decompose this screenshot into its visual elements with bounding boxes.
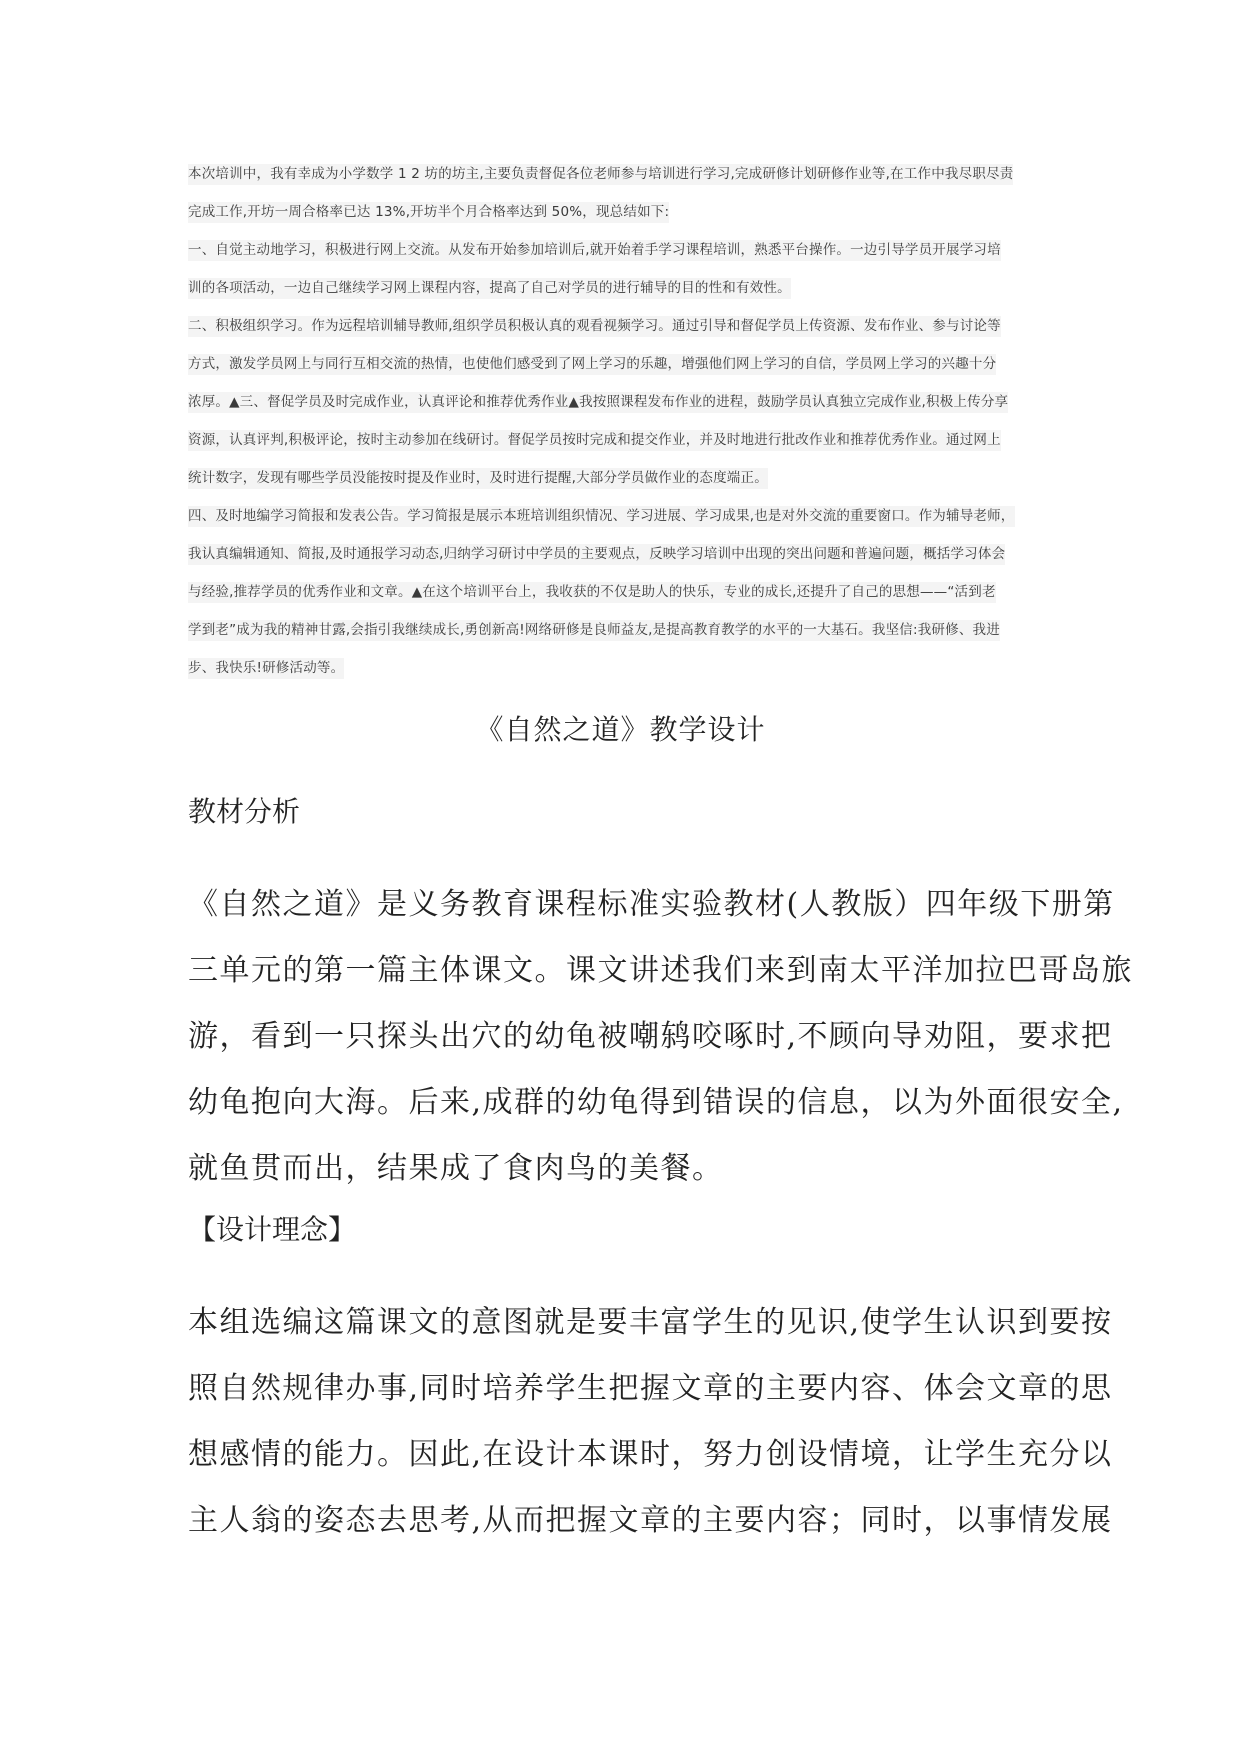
summary-line: 与经验,推荐学员的优秀作业和文章。▲在这个培训平台上，我收获的不仅是助人的快乐，专业的成长,还提升了自己的思想——“活到老 — [188, 573, 1068, 611]
summary-line: 四、及时地编学习简报和发表公告。学习简报是展示本班培训组织情况、学习进展、学习成果,也是对外交流的重要窗口。作为辅导老师， — [188, 497, 1068, 535]
paragraph-line: 游，看到一只探头出穴的幼龟被嘲鸫咬啄时,不顾向导劝阻，要求把 — [188, 1019, 1113, 1054]
summary-line: 训的各项活动，一边自己继续学习网上课程内容，提高了自己对学员的进行辅导的目的性和有效性。 — [188, 269, 1068, 307]
paragraph-line: 幼龟抱向大海。后来,成群的幼龟得到错误的信息，以为外面很安全, — [188, 1085, 1124, 1120]
summary-line: 二、积极组织学习。作为远程培训辅导教师,组织学员积极认真的观看视频学习。通过引导和督促学员上传资源、发布作业、参与讨论等 — [188, 307, 1068, 345]
document-title: 《自然之道》教学设计 — [475, 713, 766, 746]
paragraph-line: 就鱼贯而出，结果成了食肉鸟的美餐。 — [188, 1151, 724, 1186]
section-heading-design-concept: 【设计理念】 — [188, 1213, 357, 1246]
summary-line: 浓厚。▲三、督促学员及时完成作业，认真评论和推荐优秀作业▲我按照课程发布作业的进程，鼓励学员认真独立完成作业,积极上传分享 — [188, 383, 1068, 421]
summary-line: 统计数字，发现有哪些学员没能按时提及作业时，及时进行提醒,大部分学员做作业的态度端正。 — [188, 459, 1068, 497]
paragraph-line: 想感情的能力。因此,在设计本课时，努力创设情境，让学生充分以 — [188, 1437, 1113, 1472]
design-concept-paragraph — [188, 1290, 1113, 1554]
summary-line: 资源，认真评判,积极评论，按时主动参加在线研讨。督促学员按时完成和提交作业，并及时地进行批改作业和推荐优秀作业。通过网上 — [188, 421, 1068, 459]
summary-line: 我认真编辑通知、简报,及时通报学习动态,归纳学习研讨中学员的主要观点，反映学习培训中出现的突出问题和普遍问题，概括学习体会 — [188, 535, 1068, 573]
paragraph-line: 照自然规律办事,同时培养学生把握文章的主要内容、体会文章的思 — [188, 1371, 1113, 1406]
paragraph-line: 主人翁的姿态去思考,从而把握文章的主要内容；同时，以事情发展 — [188, 1503, 1113, 1538]
summary-line: 一、自觉主动地学习，积极进行网上交流。从发布开始参加培训后,就开始着手学习课程培训，熟悉平台操作。一边引导学员开展学习培 — [188, 231, 1068, 269]
paragraph-line: 三单元的第一篇主体课文。课文讲述我们来到南太平洋加拉巴哥岛旅 — [188, 953, 1133, 988]
summary-line: 步、我快乐!研修活动等。 — [188, 649, 1068, 687]
training-summary — [188, 155, 1068, 687]
section-heading-material-analysis: 教材分析 — [188, 795, 301, 828]
summary-line: 方式，激发学员网上与同行互相交流的热情，也使他们感受到了网上学习的乐趣，增强他们网上学习的自信，学员网上学习的兴趣十分 — [188, 345, 1068, 383]
summary-line: 学到老”成为我的精神甘露,会指引我继续成长,勇创新高!网络研修是良师益友,是提高教育教学的水平的一大基石。我坚信:我研修、我进 — [188, 611, 1068, 649]
paragraph-line: 《自然之道》是义务教育课程标准实验教材(人教版）四年级下册第 — [188, 887, 1115, 922]
summary-line: 本次培训中，我有幸成为小学数学 1 2 坊的坊主,主要负责督促各位老师参与培训进行学习,完成研修计划研修作业等,在工作中我尽职尽责 — [188, 155, 1068, 193]
paragraph-line: 本组选编这篇课文的意图就是要丰富学生的见识,使学生认识到要按 — [188, 1305, 1113, 1340]
summary-line: 完成工作,开坊一周合格率已达 13%,开坊半个月合格率达到 50%，现总结如下: — [188, 193, 1068, 231]
material-analysis-paragraph — [188, 872, 1133, 1202]
